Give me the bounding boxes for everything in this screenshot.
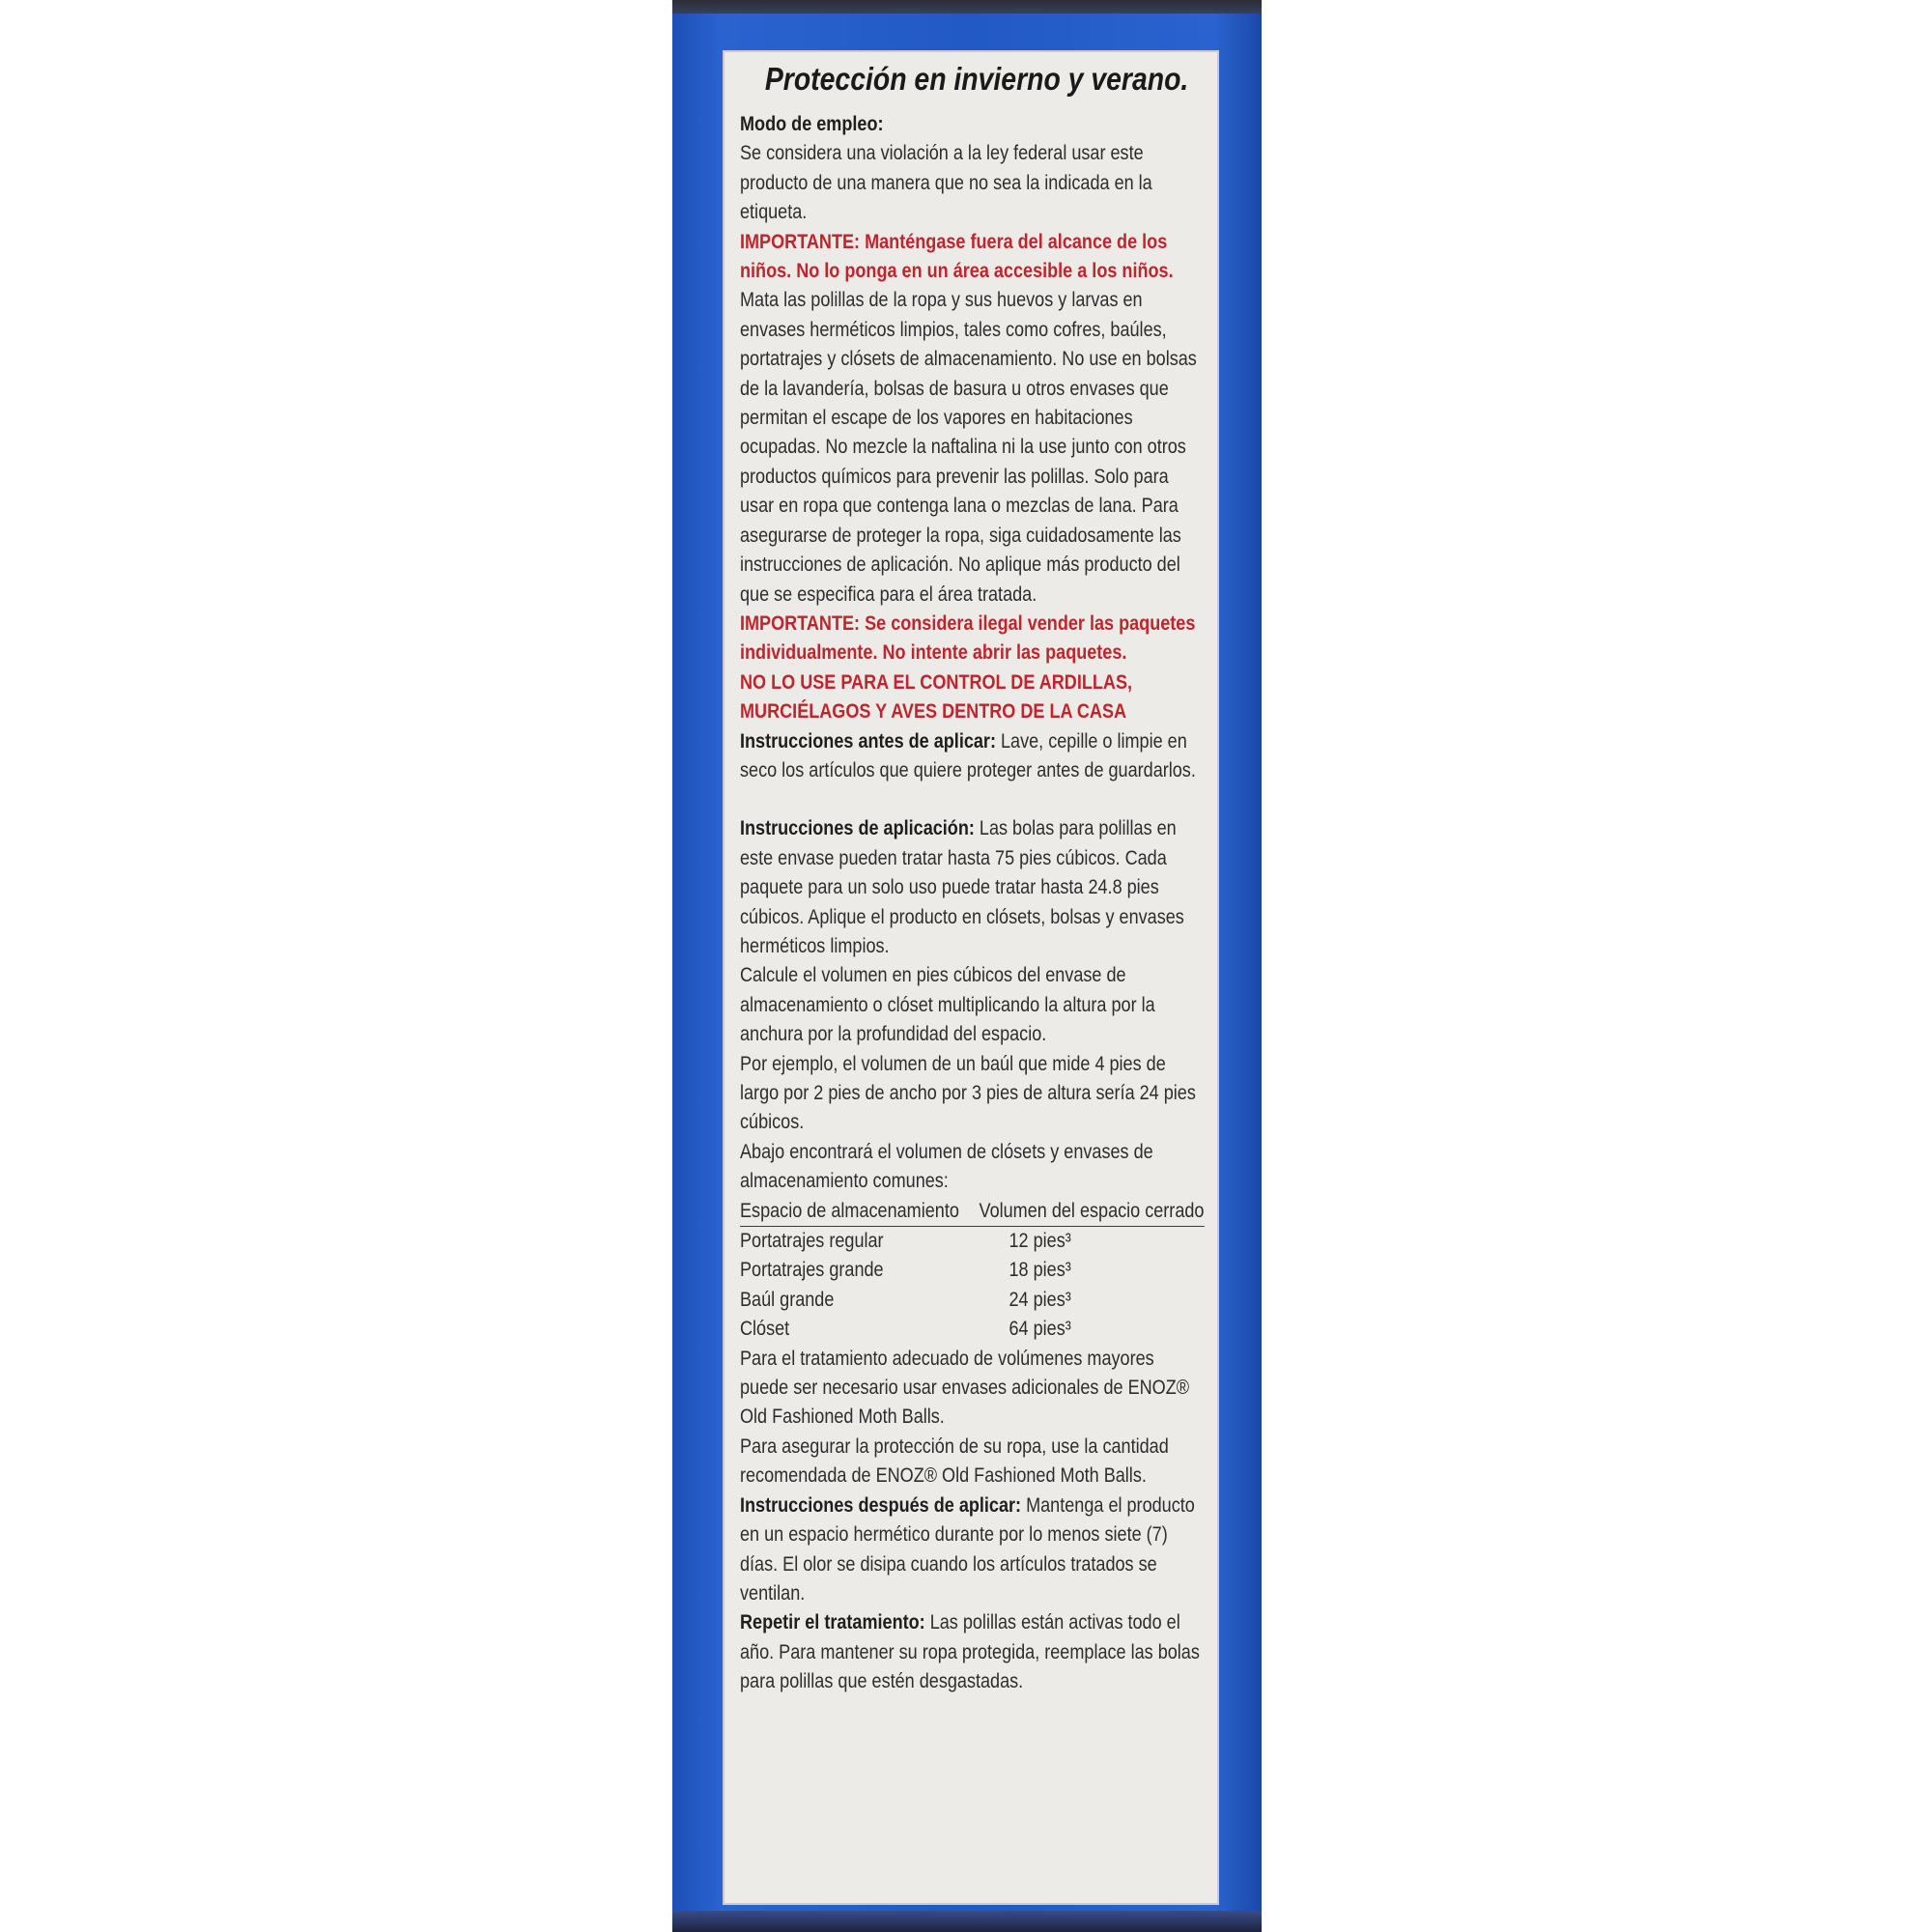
warning-animals: NO LO USE PARA EL CONTROL DE ARDILLAS, MURCIÉLAGOS Y AVES DENTRO DE LA CASA [740,670,1133,724]
before-text: Lave, cepille o limpie en seco los artículos que quiere proteger antes de guardarlos. [740,729,1196,781]
table-cell: Baúl grande [740,1288,835,1311]
table-cell: Portatrajes grande [740,1259,884,1282]
application-section [740,814,1206,961]
table-intro: Abajo encontrará el volumen de clósets y envases de almacenamiento comunes: [740,1140,1153,1193]
application-label: Instrucciones de aplicación: [740,817,975,840]
before-section [740,727,1206,786]
table-row [740,1286,1204,1315]
table-header: Volumen del espacio cerrado [980,1197,1205,1227]
warning-children: IMPORTANTE: Manténgase fuera del alcance de los niños. No lo ponga en un área accesible a los niños. [740,230,1174,283]
table-cell: 24 pies³ [1009,1288,1071,1311]
application-text: Las bolas para polillas en este envase pueden tratar hasta 75 pies cúbicos. Cada paquete para un solo uso puede tratar hasta 24.8 pies cúbicos. Aplique el producto en clósets, bolsas y envases herméticos limpios. [740,817,1184,957]
mode-label: Modo de empleo: [740,113,884,135]
table-row [740,1315,1204,1344]
repeat-label: Repetir el tratamiento: [740,1611,925,1634]
table-cell: Clóset [740,1318,790,1341]
volume-table [740,1197,1204,1345]
mode-text: Se considera una violación a la ley federal usar este producto de una manera que no sea la indicada en la etiqueta. [740,142,1152,224]
table-cell: 64 pies³ [1009,1318,1071,1341]
body-text: Mata las polillas de la ropa y sus huevos y larvas en envases herméticos limpios, tales como cofres, baúles, portatrajes y clósets de almacenamiento. No use en bolsas de la lavandería, bolsas de basura u otros envases que permitan el escape de los vapores en habitaciones ocupadas. No mezcle la naftalina ni la use junto con otros productos químicos para prevenir las polillas. Solo para usar en ropa que contenga lana o mezclas de lana. Para asegurarse de proteger la ropa, siga cuidadosamente las instrucciones de aplicación. No aplique más producto del que se especifica para el área tratada. [740,289,1197,606]
table-header: Espacio de almacenamiento [740,1197,980,1227]
example-text: Por ejemplo, el volumen de un baúl que mide 4 pies de largo por 2 pies de ancho por 3 pies de altura sería 24 pies cúbicos. [740,1052,1196,1134]
mode-section [740,110,1206,228]
table-cell: 12 pies³ [1009,1230,1071,1253]
section-gap [740,785,1206,814]
table-header-row [740,1197,1204,1227]
table-cell: 18 pies³ [1009,1259,1071,1282]
larger-volume-text: Para el tratamiento adecuado de volúmenes mayores puede ser necesario usar envases adicionales de ENOZ® Old Fashioned Moth Balls. [740,1347,1190,1429]
before-label: Instrucciones antes de aplicar: [740,729,996,753]
protect-text: Para asegurar la protección de su ropa, use la cantidad recomendada de ENOZ® Old Fashioned Moth Balls. [740,1435,1169,1488]
after-section [740,1492,1206,1609]
table-row [740,1227,1204,1257]
repeat-section [740,1608,1206,1696]
box-bottom-edge [672,1911,1262,1932]
table-row [740,1256,1204,1285]
calc-text: Calcule el volumen en pies cúbicos del envase de almacenamiento o clóset multiplicando la altura por la anchura por la profundidad del espacio. [740,964,1155,1046]
label-content [740,58,1206,1697]
warning-packets: IMPORTANTE: Se considera ilegal vender las paquetes individualmente. No intente abrir las paquetes. [740,611,1196,665]
after-label: Instrucciones después de aplicar: [740,1493,1022,1517]
after-text: Mantenga el producto en un espacio hermético durante por lo menos siete (7) días. El olor se disipa cuando los artículos tratados se ventilan. [740,1493,1195,1605]
table-cell: Portatrajes regular [740,1230,884,1253]
label-heading: Protección en invierno y verano. [764,61,1189,97]
repeat-text: Las polillas están activas todo el año. Para mantener su ropa protegida, reemplace las bolas para polillas que estén desgastadas. [740,1611,1200,1693]
